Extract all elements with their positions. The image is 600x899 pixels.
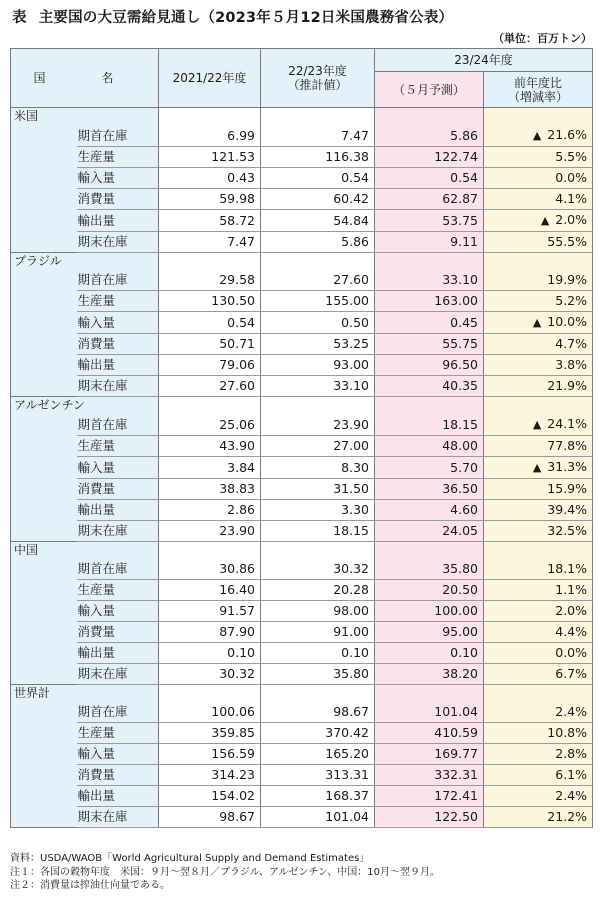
header-change <box>484 72 593 108</box>
value-2022-23: 0.50 <box>261 312 375 334</box>
value-2021-22: 314.23 <box>159 765 261 786</box>
value-2022-23: 54.84 <box>261 210 375 232</box>
value-2021-22: 0.54 <box>159 312 261 334</box>
item-label: 期末在庫 <box>77 232 159 253</box>
table-row <box>11 168 593 189</box>
value-2021-22: 91.57 <box>159 601 261 622</box>
value-2022-23: 370.42 <box>261 723 375 744</box>
value-2021-22: 0.43 <box>159 168 261 189</box>
value-2021-22: 2.86 <box>159 500 261 521</box>
value-2023-24-forecast: 410.59 <box>375 723 484 744</box>
value-change-rate: 2.4% <box>484 702 593 723</box>
value-change-rate: 2.4% <box>484 786 593 807</box>
value-2021-22: 58.72 <box>159 210 261 232</box>
value-2022-23: 313.31 <box>261 765 375 786</box>
item-label: 期首在庫 <box>77 270 159 291</box>
country-name: 世界計 <box>11 685 159 703</box>
value-2021-22: 29.58 <box>159 270 261 291</box>
value-change-rate: 0.0% <box>484 643 593 664</box>
value-2021-22: 43.90 <box>159 436 261 457</box>
value-change-rate: 15.9% <box>484 479 593 500</box>
table-row <box>11 601 593 622</box>
item-label: 期末在庫 <box>77 807 159 828</box>
value-2021-22: 27.60 <box>159 376 261 397</box>
value-2023-24-forecast: 0.10 <box>375 643 484 664</box>
value-2023-24-forecast: 48.00 <box>375 436 484 457</box>
value-2023-24-forecast: 163.00 <box>375 291 484 312</box>
value-change-rate: 77.8% <box>484 436 593 457</box>
value-2021-22: 6.99 <box>159 125 261 147</box>
item-label: 輸出量 <box>77 786 159 807</box>
value-2023-24-forecast: 53.75 <box>375 210 484 232</box>
item-label: 生産量 <box>77 580 159 601</box>
table-row <box>11 479 593 500</box>
item-label: 輸入量 <box>77 168 159 189</box>
table-row <box>11 334 593 355</box>
value-change-rate: 18.1% <box>484 559 593 580</box>
header-2023-24: 23/24年度 <box>375 49 593 72</box>
value-2022-23: 31.50 <box>261 479 375 500</box>
table-row <box>11 232 593 253</box>
header-change-line1: 前年度比 <box>514 75 563 90</box>
table-row <box>11 291 593 312</box>
header-change-line2: （増減率） <box>508 89 569 104</box>
value-2022-23: 0.54 <box>261 168 375 189</box>
value-change-rate: 5.5% <box>484 147 593 168</box>
table-body <box>11 108 593 828</box>
value-2022-23: 0.10 <box>261 643 375 664</box>
header-forecast: （５月予測） <box>375 72 484 108</box>
value-2021-22: 23.90 <box>159 521 261 542</box>
table-row <box>11 414 593 436</box>
value-change-rate: 6.1% <box>484 765 593 786</box>
value-change-rate: 10.8% <box>484 723 593 744</box>
item-label: 期末在庫 <box>77 664 159 685</box>
value-2022-23: 101.04 <box>261 807 375 828</box>
value-2022-23: 93.00 <box>261 355 375 376</box>
value-2023-24-forecast: 122.74 <box>375 147 484 168</box>
value-2021-22: 38.83 <box>159 479 261 500</box>
value-2023-24-forecast: 0.45 <box>375 312 484 334</box>
table-row <box>11 723 593 744</box>
value-change-rate: ▲ 31.3% <box>484 457 593 479</box>
table-row <box>11 210 593 232</box>
value-2023-24-forecast: 35.80 <box>375 559 484 580</box>
value-2023-24-forecast: 95.00 <box>375 622 484 643</box>
item-label: 消費量 <box>77 622 159 643</box>
value-2022-23: 155.00 <box>261 291 375 312</box>
value-change-rate: 39.4% <box>484 500 593 521</box>
value-2023-24-forecast: 100.00 <box>375 601 484 622</box>
value-change-rate: 21.2% <box>484 807 593 828</box>
table-row <box>11 457 593 479</box>
table-row <box>11 355 593 376</box>
decrease-triangle-icon: ▲ <box>532 129 542 142</box>
value-change-rate: 4.7% <box>484 334 593 355</box>
value-2023-24-forecast: 24.05 <box>375 521 484 542</box>
item-label: 輸入量 <box>77 744 159 765</box>
value-2023-24-forecast: 20.50 <box>375 580 484 601</box>
item-label: 輸出量 <box>77 643 159 664</box>
value-change-rate: 4.1% <box>484 189 593 210</box>
value-2022-23: 7.47 <box>261 125 375 147</box>
item-label: 輸出量 <box>77 355 159 376</box>
value-2023-24-forecast: 5.86 <box>375 125 484 147</box>
value-2022-23: 53.25 <box>261 334 375 355</box>
table-row <box>11 664 593 685</box>
value-2022-23: 5.86 <box>261 232 375 253</box>
value-2021-22: 130.50 <box>159 291 261 312</box>
value-2021-22: 25.06 <box>159 414 261 436</box>
table-row <box>11 436 593 457</box>
value-change-rate: 0.0% <box>484 168 593 189</box>
item-label: 生産量 <box>77 436 159 457</box>
value-2023-24-forecast: 9.11 <box>375 232 484 253</box>
table-row <box>11 125 593 147</box>
value-change-rate: 4.4% <box>484 622 593 643</box>
table-row <box>11 765 593 786</box>
table-row <box>11 559 593 580</box>
value-2021-22: 359.85 <box>159 723 261 744</box>
item-label: 輸出量 <box>77 500 159 521</box>
value-2021-22: 50.71 <box>159 334 261 355</box>
value-2021-22: 121.53 <box>159 147 261 168</box>
decrease-triangle-icon: ▲ <box>540 214 550 227</box>
header-2022-23-line2: （推計値） <box>287 78 348 92</box>
value-2022-23: 27.00 <box>261 436 375 457</box>
note-1: 注１：各国の穀物年度 米国：９月～翌８月／ブラジル、アルゼンチン、中国：10月～翌９月。 <box>10 866 440 878</box>
value-2023-24-forecast: 40.35 <box>375 376 484 397</box>
item-label: 生産量 <box>77 291 159 312</box>
item-label: 消費量 <box>77 765 159 786</box>
item-label: 輸入量 <box>77 457 159 479</box>
page-title <box>12 6 453 27</box>
value-change-rate: ▲ 2.0% <box>484 210 593 232</box>
value-2021-22: 79.06 <box>159 355 261 376</box>
value-2023-24-forecast: 36.50 <box>375 479 484 500</box>
value-2022-23: 3.30 <box>261 500 375 521</box>
item-label: 期首在庫 <box>77 559 159 580</box>
value-2023-24-forecast: 0.54 <box>375 168 484 189</box>
table-row <box>11 312 593 334</box>
header-2022-23 <box>261 49 375 108</box>
item-label: 期首在庫 <box>77 125 159 147</box>
value-2022-23: 98.67 <box>261 702 375 723</box>
decrease-triangle-icon: ▲ <box>532 418 542 431</box>
item-label: 輸入量 <box>77 601 159 622</box>
value-2023-24-forecast: 169.77 <box>375 744 484 765</box>
country-name: 中国 <box>11 542 159 560</box>
value-change-rate: 2.0% <box>484 601 593 622</box>
header-2022-23-line1: 22/23年度 <box>288 64 347 78</box>
item-label: 期末在庫 <box>77 521 159 542</box>
value-2021-22: 0.10 <box>159 643 261 664</box>
value-2021-22: 30.32 <box>159 664 261 685</box>
value-change-rate: 19.9% <box>484 270 593 291</box>
value-2021-22: 59.98 <box>159 189 261 210</box>
table-row <box>11 189 593 210</box>
value-2023-24-forecast: 18.15 <box>375 414 484 436</box>
value-2022-23: 91.00 <box>261 622 375 643</box>
value-2022-23: 8.30 <box>261 457 375 479</box>
title-label: 表 <box>12 10 27 26</box>
value-2022-23: 35.80 <box>261 664 375 685</box>
table-row <box>11 500 593 521</box>
value-2021-22: 156.59 <box>159 744 261 765</box>
title-text: 主要国の大豆需給見通し（2023年５月12日米国農務省公表） <box>38 10 454 26</box>
table-row <box>11 643 593 664</box>
value-2022-23: 116.38 <box>261 147 375 168</box>
value-change-rate: 2.8% <box>484 744 593 765</box>
item-label: 消費量 <box>77 189 159 210</box>
value-2021-22: 154.02 <box>159 786 261 807</box>
value-2023-24-forecast: 38.20 <box>375 664 484 685</box>
soybean-supply-demand-table <box>10 48 593 828</box>
value-change-rate: 5.2% <box>484 291 593 312</box>
value-change-rate: 21.9% <box>484 376 593 397</box>
value-change-rate: 6.7% <box>484 664 593 685</box>
value-2022-23: 33.10 <box>261 376 375 397</box>
item-label: 消費量 <box>77 334 159 355</box>
value-2022-23: 20.28 <box>261 580 375 601</box>
value-change-rate: 1.1% <box>484 580 593 601</box>
table-row <box>11 521 593 542</box>
value-change-rate: 32.5% <box>484 521 593 542</box>
item-label: 生産量 <box>77 723 159 744</box>
value-change-rate: ▲ 10.0% <box>484 312 593 334</box>
table-row <box>11 376 593 397</box>
decrease-triangle-icon: ▲ <box>532 461 542 474</box>
value-2023-24-forecast: 332.31 <box>375 765 484 786</box>
note-source: 資料：USDA/WAOB「World Agricultural Supply and Demand Estimates」 <box>10 853 370 864</box>
value-2021-22: 30.86 <box>159 559 261 580</box>
table-row <box>11 580 593 601</box>
header-2021-22: 2021/22年度 <box>159 49 261 108</box>
decrease-triangle-icon: ▲ <box>532 316 542 329</box>
value-2021-22: 7.47 <box>159 232 261 253</box>
table-row <box>11 702 593 723</box>
country-name: アルゼンチン <box>11 397 159 415</box>
header-country-name: 国 名 <box>11 49 159 108</box>
table-row <box>11 270 593 291</box>
value-change-rate: ▲ 24.1% <box>484 414 593 436</box>
country-name: 米国 <box>11 108 159 126</box>
value-2023-24-forecast: 62.87 <box>375 189 484 210</box>
value-2021-22: 100.06 <box>159 702 261 723</box>
value-2023-24-forecast: 96.50 <box>375 355 484 376</box>
value-2022-23: 30.32 <box>261 559 375 580</box>
value-2021-22: 98.67 <box>159 807 261 828</box>
value-2023-24-forecast: 33.10 <box>375 270 484 291</box>
value-2022-23: 27.60 <box>261 270 375 291</box>
item-label: 期末在庫 <box>77 376 159 397</box>
item-label: 期首在庫 <box>77 702 159 723</box>
value-change-rate: ▲ 21.6% <box>484 125 593 147</box>
value-2021-22: 87.90 <box>159 622 261 643</box>
value-2023-24-forecast: 101.04 <box>375 702 484 723</box>
note-2: 注２：消費量は搾油仕向量である。 <box>10 880 170 891</box>
value-2021-22: 16.40 <box>159 580 261 601</box>
table-row <box>11 744 593 765</box>
value-change-rate: 3.8% <box>484 355 593 376</box>
value-2022-23: 60.42 <box>261 189 375 210</box>
table-row <box>11 807 593 828</box>
value-2023-24-forecast: 55.75 <box>375 334 484 355</box>
value-2023-24-forecast: 5.70 <box>375 457 484 479</box>
item-label: 消費量 <box>77 479 159 500</box>
unit-label: （単位：百万トン） <box>493 32 592 45</box>
value-2023-24-forecast: 172.41 <box>375 786 484 807</box>
value-2022-23: 23.90 <box>261 414 375 436</box>
value-2021-22: 3.84 <box>159 457 261 479</box>
value-change-rate: 55.5% <box>484 232 593 253</box>
value-2023-24-forecast: 122.50 <box>375 807 484 828</box>
country-name: ブラジル <box>11 253 159 271</box>
value-2022-23: 165.20 <box>261 744 375 765</box>
item-label: 輸出量 <box>77 210 159 232</box>
value-2022-23: 98.00 <box>261 601 375 622</box>
table-row <box>11 622 593 643</box>
value-2022-23: 18.15 <box>261 521 375 542</box>
table-row <box>11 786 593 807</box>
value-2023-24-forecast: 4.60 <box>375 500 484 521</box>
table-row <box>11 147 593 168</box>
value-2022-23: 168.37 <box>261 786 375 807</box>
item-label: 生産量 <box>77 147 159 168</box>
item-label: 期首在庫 <box>77 414 159 436</box>
footnotes <box>10 852 440 893</box>
item-label: 輸入量 <box>77 312 159 334</box>
